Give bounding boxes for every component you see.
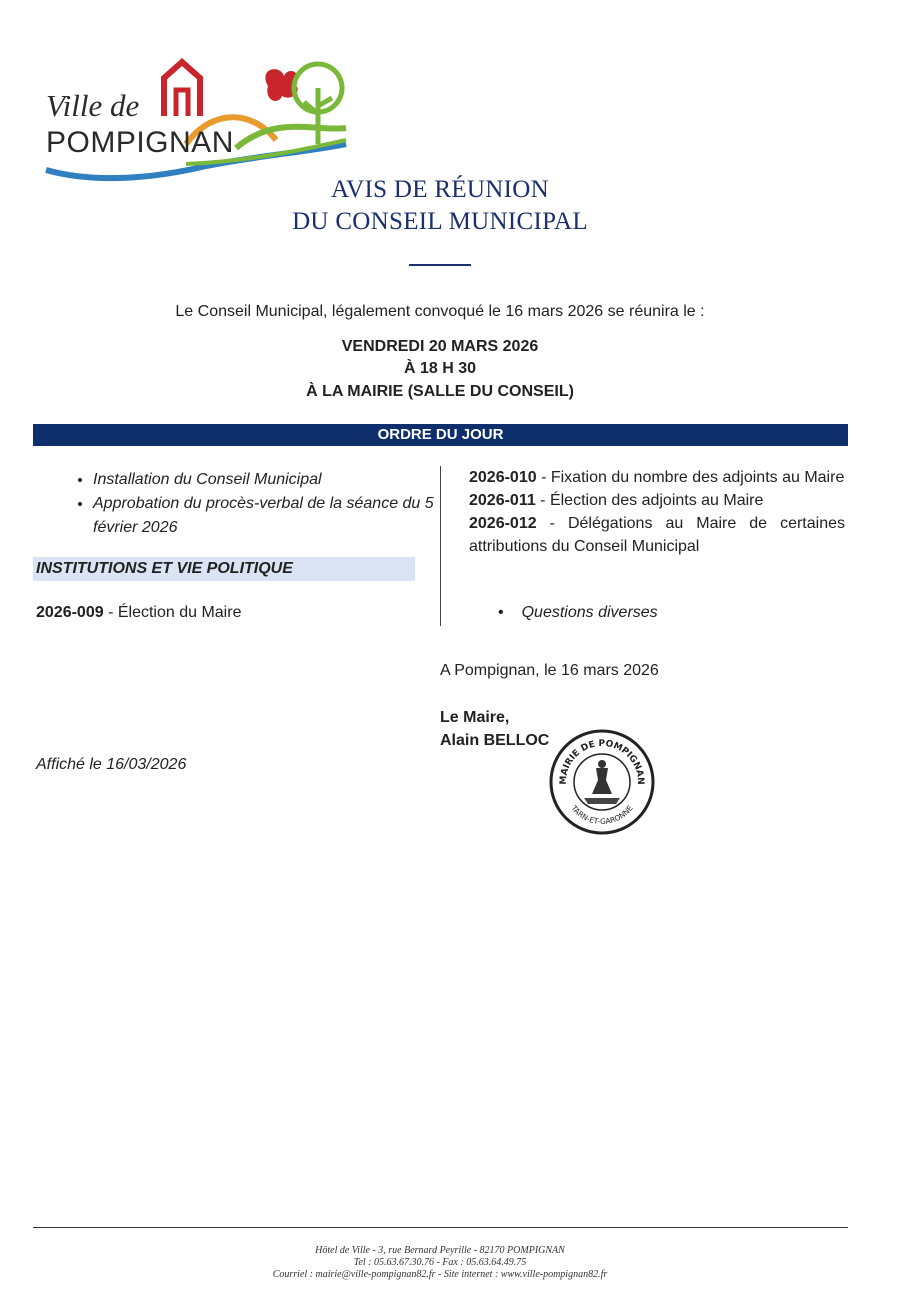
footer-contact: Courriel : mairie@ville-pompignan82.fr - Site internet : www.ville-pompignan82.fr: [272, 1269, 608, 1280]
logo-name-text: POMPIGNAN: [46, 126, 234, 159]
stamp-text-top: MAIRIE DE POMPIGNAN: [558, 738, 646, 785]
agenda-item-code: 2026-010: [469, 469, 537, 486]
stamp-text-bottom: TARN-ET-GARONNE: [569, 803, 635, 827]
agenda-item-text: - Élection des adjoints au Maire: [535, 492, 764, 509]
list-item: • Installation du Conseil Municipal: [93, 468, 443, 492]
footer-phone: Tel : 05.63.67.30.76 - Fax : 05.63.64.49.75: [353, 1257, 527, 1268]
meeting-intro: Le Conseil Municipal, légalement convoqué le 16 mars 2026 se réunira le :: [175, 303, 705, 320]
meeting-place: À LA MAIRIE (SALLE DU CONSEIL): [306, 383, 574, 400]
signature-name: Alain BELLOC: [440, 732, 550, 749]
logo-ville-text: Ville de: [46, 88, 140, 123]
agenda-item-text: - Fixation du nombre des adjoints au Maire: [536, 469, 845, 486]
mayor-stamp: [548, 728, 656, 836]
agenda-item-2026-012: [469, 512, 845, 558]
closing-item-text: Questions diverses: [521, 604, 658, 621]
signature-place-date: A Pompignan, le 16 mars 2026: [440, 662, 659, 679]
svg-text:TARN-ET-GARONNE: [569, 803, 635, 826]
agenda-item-text: - Délégations au Maire de certaines attributions du Conseil Municipal: [469, 515, 845, 555]
signature-role: Le Maire,: [440, 709, 510, 726]
agenda-item-2026-011: [469, 489, 845, 512]
town-logo: [36, 44, 356, 194]
footer-address: Hôtel de Ville - 3, rue Bernard Peyrille - 82170 POMPIGNAN: [315, 1245, 565, 1256]
footer-divider: [33, 1227, 848, 1228]
title-divider: [409, 264, 471, 266]
agenda-item-code: 2026-011: [469, 492, 536, 509]
agenda-band: ORDRE DU JOUR: [33, 424, 848, 446]
list-item: • Approbation du procès-verbal de la séance du 5 février 2026: [93, 492, 443, 540]
agenda-item-2026-010: [469, 466, 845, 489]
section-heading: INSTITUTIONS ET VIE POLITIQUE: [33, 557, 415, 581]
intro-items-list: [36, 468, 443, 540]
closing-item: [498, 604, 658, 622]
column-divider: [440, 466, 441, 626]
page-title-line1: AVIS DE RÉUNION: [331, 176, 549, 203]
agenda-item-2026-009: [36, 601, 241, 624]
agenda-item-code: 2026-012: [469, 515, 537, 532]
posted-date: Affiché le 16/03/2026: [36, 756, 187, 773]
bullet-icon: •: [498, 604, 504, 621]
agenda-item-text: - Élection du Maire: [103, 604, 242, 621]
meeting-date: VENDREDI 20 MARS 2026: [341, 338, 539, 355]
stamp-seal: [548, 728, 656, 836]
page-title-line2: DU CONSEIL MUNICIPAL: [292, 208, 588, 235]
agenda-right-column: [469, 466, 845, 558]
meeting-time: À 18 H 30: [403, 360, 477, 377]
agenda-item-code: 2026-009: [36, 604, 104, 621]
